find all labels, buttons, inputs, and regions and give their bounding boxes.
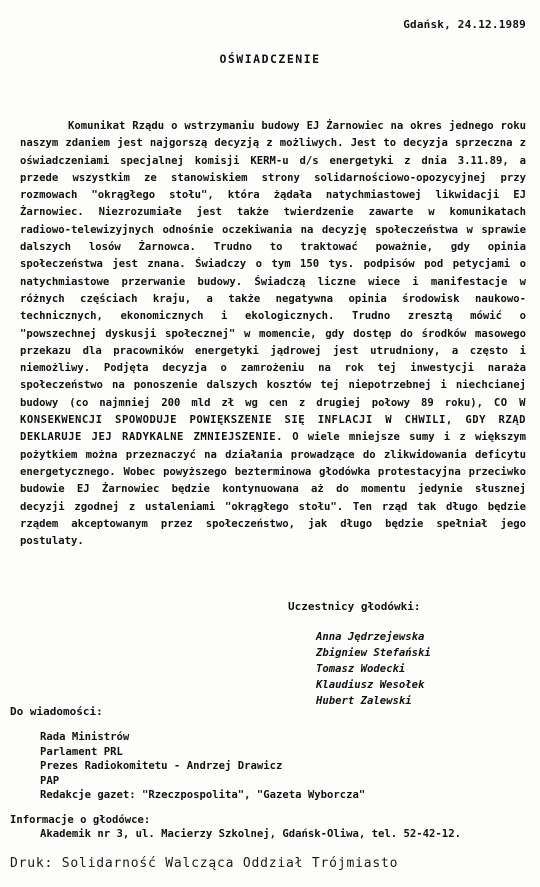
document-date: Gdańsk, 24.12.1989 — [403, 18, 526, 31]
signers-heading: Uczestnicy głodówki: — [288, 600, 421, 613]
signers-list — [316, 629, 431, 709]
recipient-item: Prezes Radiokomitetu - Andrzej Drawicz — [40, 760, 283, 772]
info-heading: Informacje o głodówce: — [10, 814, 151, 826]
statement-text-part2: O wiele mniejsze sumy i z większym pożytkiem można przeznaczyć na działania prowadzące do zlikwidowania deficytu energetycznego. Wobec powyższego bezterminowa głodówka protestacyjna przeciwko budowie EJ Żarnowiec będzie kontynuowana aż do momentu jedynie słusznej decyzji zgodnej z ustaleniami "okrągłego stołu". Ten rząd tak długo będzie rządem akceptowanym przez społeczeństwo, jak długo będzie spełniał jego postulaty. — [20, 431, 526, 548]
statement-paragraph — [20, 118, 526, 550]
statement-text-caps: CO W KONSEKWENCJI SPOWODUJE POWIĘKSZENIE SIĘ INFLACJI W CHWILI, GDY RZĄD DEKLARUJE JEJ RADYKALNE ZMNIEJSZENIE. — [20, 396, 526, 444]
signer-name: Hubert Zalewski — [316, 695, 412, 707]
signer-name: Zbigniew Stefański — [316, 647, 431, 659]
signer-name: Anna Jędrzejewska — [316, 631, 425, 643]
recipient-item: Redakcje gazet: "Rzeczpospolita", "Gazeta Wyborcza" — [40, 789, 366, 801]
signer-name: Klaudiusz Wesołek — [316, 679, 425, 691]
recipient-item: Rada Ministrów — [40, 731, 130, 743]
recipient-item: PAP — [40, 774, 60, 787]
print-footer: Druk: Solidarność Walcząca Oddział Trójmiasto — [10, 856, 399, 871]
statement-text-part1: Komunikat Rządu o wstrzymaniu budowy EJ Żarnowiec na okres jednego roku naszym zdaniem jest najgorszą decyzją z możliwych. Jest to decyzja sprzeczna z oświadczeniami specjalnej komisji KERM-u d/s energetyki z dnia 3.11.89, a przede wszystkim ze stanowiskiem strony solidarnościowo-opozycyjnej przy rozmowach "okrągłego stołu", która żądała natychmiastowej likwidacji EJ Żarnowiec. Niezrozumiałe jest także twierdzenie zawarte w komunikatach radiowo-telewizyjnych odnośnie oczekiwania na decyzję społeczeństwa w sprawie dalszych losów Żarnowca. Trudno to traktować poważnie, gdy opinia społeczeństwa jest znana. Świadczy o tym 150 tys. podpisów pod petycjami o natychmiastowe przerwanie budowy. Świadczą liczne wiece i manifestacje w różnych częściach kraju, a także negatywna opinia środowisk naukowo-technicznych, ekonomicznych i ekologicznych. Trudno zresztą mówić o "powszechnej dyskusji społecznej" w momencie, gdy dostęp do środków masowego przekazu dla pracowników energetyki jądrowej jest utrudniony, a często i niemożliwy. Podjęta decyzja o zamrożeniu na rok tej inwestycji naraża społeczeństwo na ponoszenie dalszych kosztów tej niepotrzebnej i niechcianej budowy (co najmniej 200 mld zł wg cen z drugiej połowy 89 roku), — [20, 120, 526, 409]
info-address: Akademik nr 3, ul. Macierzy Szkolnej, Gdańsk-Oliwa, tel. 52-42-12. — [40, 828, 461, 840]
signer-name: Tomasz Wodecki — [316, 663, 406, 675]
recipient-item: Parlament PRL — [40, 745, 123, 758]
document-title: OŚWIADCZENIE — [219, 52, 321, 66]
recipients-list — [40, 730, 365, 803]
recipients-heading: Do wiadomości: — [10, 705, 103, 718]
